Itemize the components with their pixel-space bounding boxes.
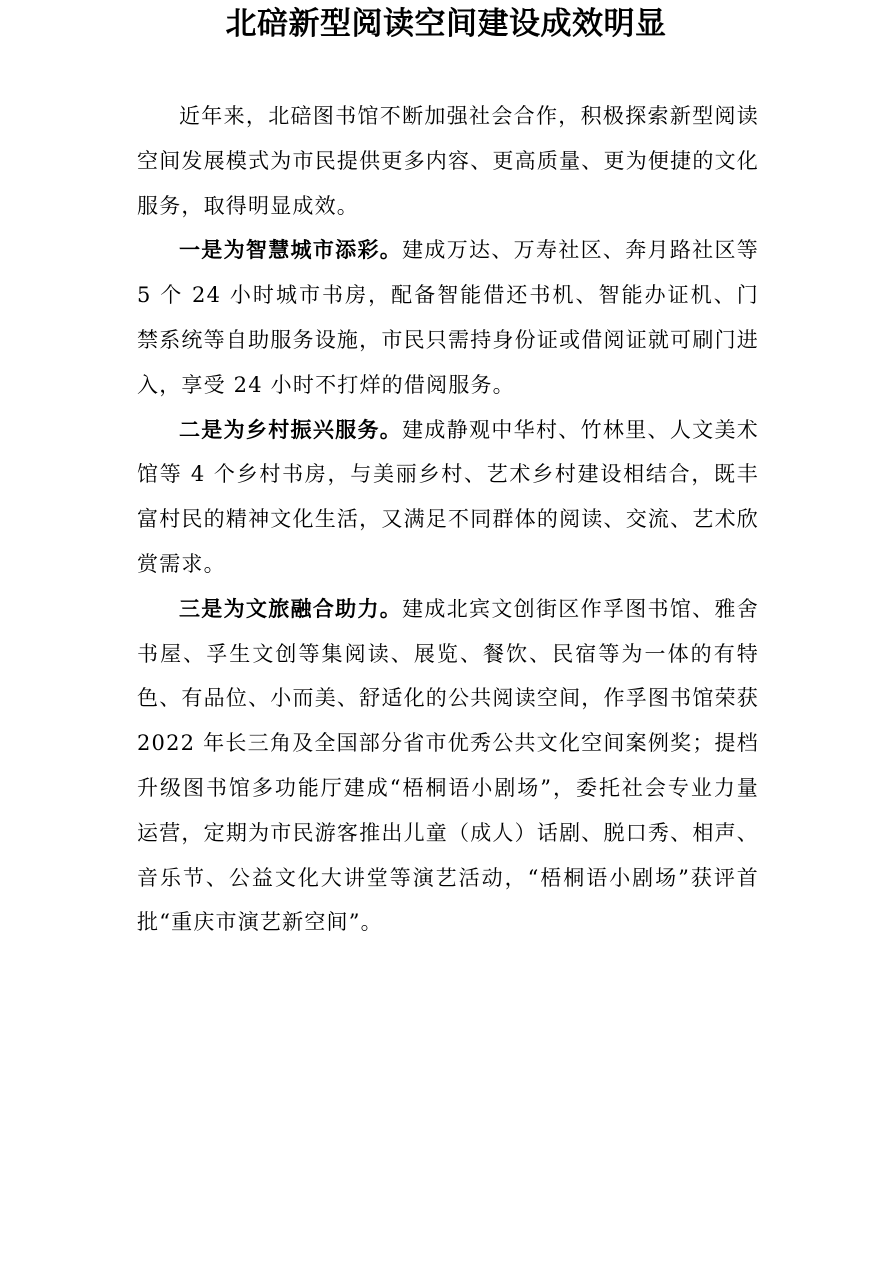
paragraph-lead: 二是为乡村振兴服务。 bbox=[179, 416, 403, 442]
paragraph-rural-revitalization bbox=[137, 408, 759, 587]
paragraph-text: 建成北宾文创街区作孚图书馆、雅舍书屋、孚生文创等集阅读、展览、餐饮、民宿等为一体的有特色、有品位、小而美、舒适化的公共阅读空间，作孚图书馆荣获 2022 年长三角及全国部分省市优秀公共文化空间案例奖；提档升级图书馆多功能厅建成“梧桐语小剧场”，委托社会专业力量运营，定期为市民游客推出儿童（成人）话剧、脱口秀、相声、音乐节、公益文化大讲堂等演艺活动，“梧桐语小剧场”获评首批“重庆市演艺新空间”。 bbox=[137, 596, 760, 935]
document-title: 北碚新型阅读空间建设成效明显 bbox=[225, 6, 667, 42]
paragraph-lead: 三是为文旅融合助力。 bbox=[179, 595, 403, 621]
paragraph-smart-city bbox=[137, 228, 759, 407]
paragraph-text: 建成万达、万寿社区、奔月路社区等 5 个 24 小时城市书房，配备智能借还书机、智能办证机、门禁系统等自助服务设施，市民只需持身份证或借阅证就可刷门进入，享受 24 小时不打烊的借阅服务。 bbox=[137, 238, 760, 397]
paragraph-lead: 一是为智慧城市添彩。 bbox=[179, 237, 403, 263]
paragraph-culture-tourism bbox=[137, 587, 759, 945]
paragraph-text: 建成静观中华村、竹林里、人文美术馆等 4 个乡村书房，与美丽乡村、艺术乡村建设相结合，既丰富村民的精神文化生活，又满足不同群体的阅读、交流、艺术欣赏需求。 bbox=[137, 417, 760, 576]
paragraph-text: 近年来，北碚图书馆不断加强社会合作，积极探索新型阅读空间发展模式为市民提供更多内容、更高质量、更为便捷的文化服务，取得明显成效。 bbox=[137, 104, 759, 218]
document-body bbox=[137, 94, 759, 945]
paragraph-intro bbox=[137, 94, 759, 228]
